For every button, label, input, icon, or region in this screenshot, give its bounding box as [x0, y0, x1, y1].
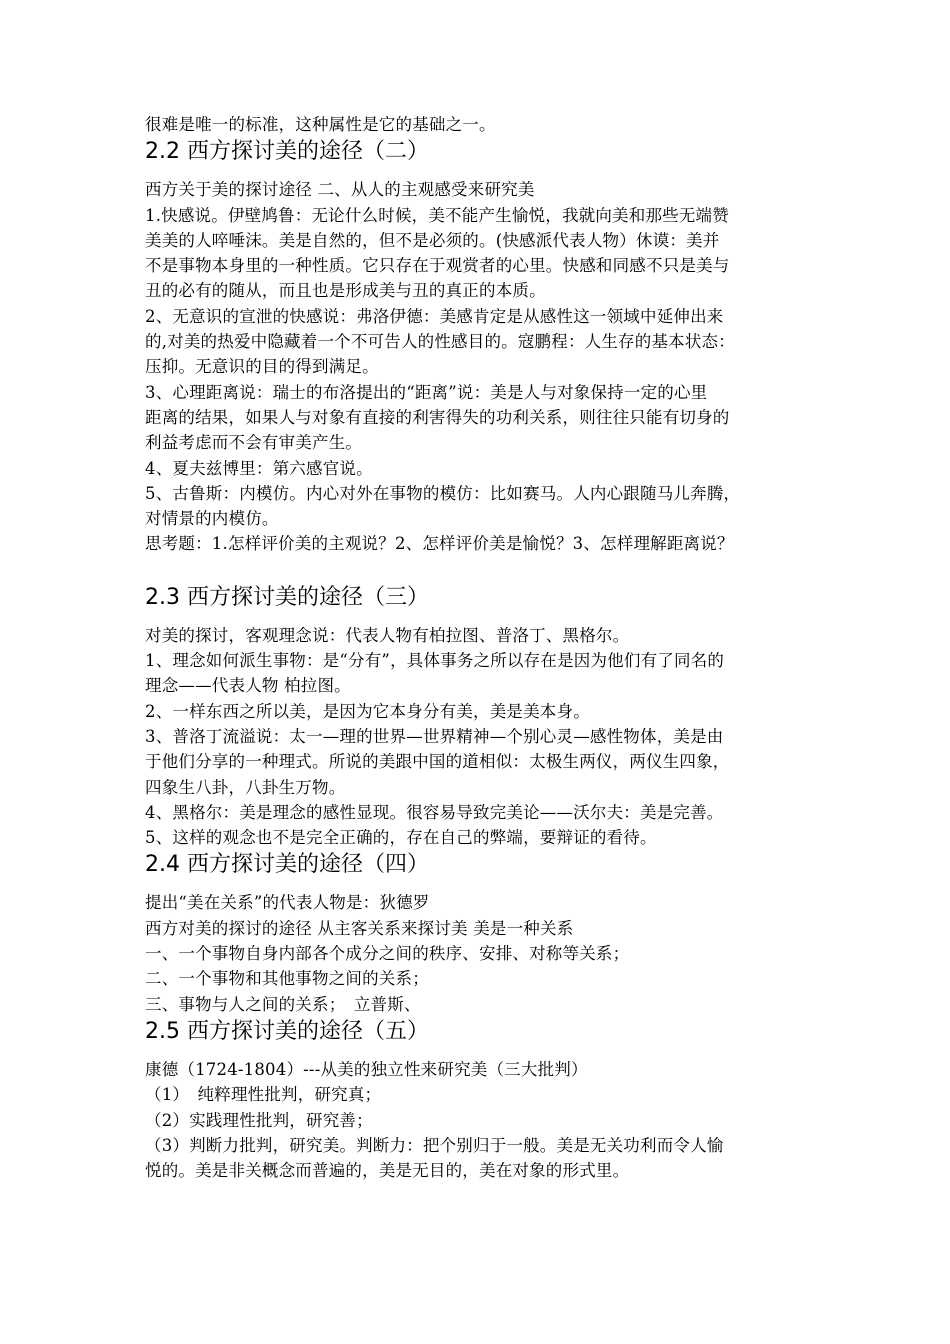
section-heading: 2.3 西方探讨美的途径（三）	[145, 584, 429, 610]
paragraph-line: 3、普洛丁流溢说：太一—理的世界—世界精神—个别心灵—感性物体，美是由	[145, 726, 724, 746]
paragraph-line: 1、理念如何派生事物：是“分有”，具体事务之所以存在是因为他们有了同名的	[145, 651, 725, 671]
section-2-4	[145, 850, 813, 1016]
paragraph-line: 对情景的内模仿。	[145, 509, 279, 529]
paragraph-line: 一、一个事物自身内部各个成分之间的秩序、安排、对称等关系；	[145, 944, 630, 964]
paragraph-line: 1.快感说。伊壁鸠鲁：无论什么时候，美不能产生愉悦，我就向美和那些无端赞	[145, 205, 729, 225]
paragraph-line: 不是事物本身里的一种性质。它只存在于观赏者的心里。快感和同感不只是美与	[145, 256, 730, 276]
paragraph-line: 距离的结果，如果人与对象有直接的利害得失的功利关系，则往往只能有切身的	[145, 407, 730, 427]
paragraph-line: 西方关于美的探讨途径 二、从人的主观感受来研究美	[145, 180, 535, 200]
paragraph-line: 对美的探讨，客观理念说：代表人物有柏拉图、普洛丁、黑格尔。	[145, 625, 630, 645]
section-heading: 2.4 西方探讨美的途径（四）	[145, 852, 429, 878]
paragraph-line: 5、这样的观念也不是完全正确的，存在自己的弊端，要辩证的看待。	[145, 828, 657, 848]
paragraph-line: （3）判断力批判，研究美。判断力：把个别归于一般。美是无关功利而令人愉	[145, 1135, 724, 1155]
paragraph-line: 理念——代表人物 柏拉图。	[145, 676, 351, 696]
paragraph-line: 康德（1724-1804）---从美的独立性来研究美（三大批判）	[145, 1059, 588, 1079]
section-2-2	[145, 137, 813, 556]
paragraph-line: 美美的人啐唾沫。美是自然的，但不是必须的。(快感派代表人物）休谟：美并	[145, 230, 720, 250]
paragraph-line: 二、一个事物和其他事物之间的关系；	[145, 969, 429, 989]
paragraph-line: 三、事物与人之间的关系； 立普斯、	[145, 994, 421, 1014]
paragraph-line: 丑的必有的随从，而且也是形成美与丑的真正的本质。	[145, 281, 546, 301]
paragraph-line: 四象生八卦，八卦生万物。	[145, 777, 346, 797]
paragraph-line: 压抑。无意识的目的得到满足。	[145, 357, 379, 377]
paragraph-line: 悦的。美是非关概念而普遍的，美是无目的，美在对象的形式里。	[145, 1161, 630, 1181]
paragraph-line: 5、古鲁斯：内模仿。内心对外在事物的模仿：比如赛马。人内心跟随马儿奔腾，	[145, 483, 741, 503]
paragraph-line: 2、无意识的宣泄的快感说：弗洛伊德：美感肯定是从感性这一领域中延伸出来	[145, 306, 724, 326]
paragraph-line: 西方对美的探讨的途径 从主客关系来探讨美 美是一种关系	[145, 918, 574, 938]
paragraph-line: 2、一样东西之所以美，是因为它本身分有美，美是美本身。	[145, 701, 590, 721]
paragraph-line: 的,对美的热爱中隐藏着一个不可告人的性感目的。寇鹏程：人生存的基本状态：	[145, 332, 735, 352]
document-page	[145, 112, 813, 1183]
paragraph-line: （1） 纯粹理性批判，研究真；	[145, 1085, 382, 1105]
paragraph-line: 4、黑格尔：美是理念的感性显现。很容易导致完美论——沃尔夫：美是完善。	[145, 802, 724, 822]
paragraph-line: 提出“美在关系”的代表人物是：狄德罗	[145, 893, 430, 913]
section-heading: 2.5 西方探讨美的途径（五）	[145, 1018, 429, 1044]
paragraph-line: 于他们分享的一种理式。所说的美跟中国的道相似：太极生两仪，两仪生四象，	[145, 752, 730, 772]
intro-line: 很难是唯一的标准，这种属性是它的基础之一。	[145, 115, 496, 134]
section-2-5	[145, 1017, 813, 1183]
paragraph-line: 思考题：1.怎样评价美的主观说？2、怎样评价美是愉悦？3、怎样理解距离说？	[145, 534, 734, 554]
paragraph-line: 利益考虑而不会有审美产生。	[145, 433, 363, 453]
paragraph-line: 3、心理距离说：瑞士的布洛提出的“距离”说：美是人与对象保持一定的心里	[145, 382, 708, 402]
paragraph-line: （2）实践理性批判，研究善；	[145, 1110, 373, 1130]
section-2-3	[145, 583, 813, 851]
paragraph-line: 4、夏夫兹博里：第六感官说。	[145, 458, 373, 478]
section-heading: 2.2 西方探讨美的途径（二）	[145, 139, 429, 165]
